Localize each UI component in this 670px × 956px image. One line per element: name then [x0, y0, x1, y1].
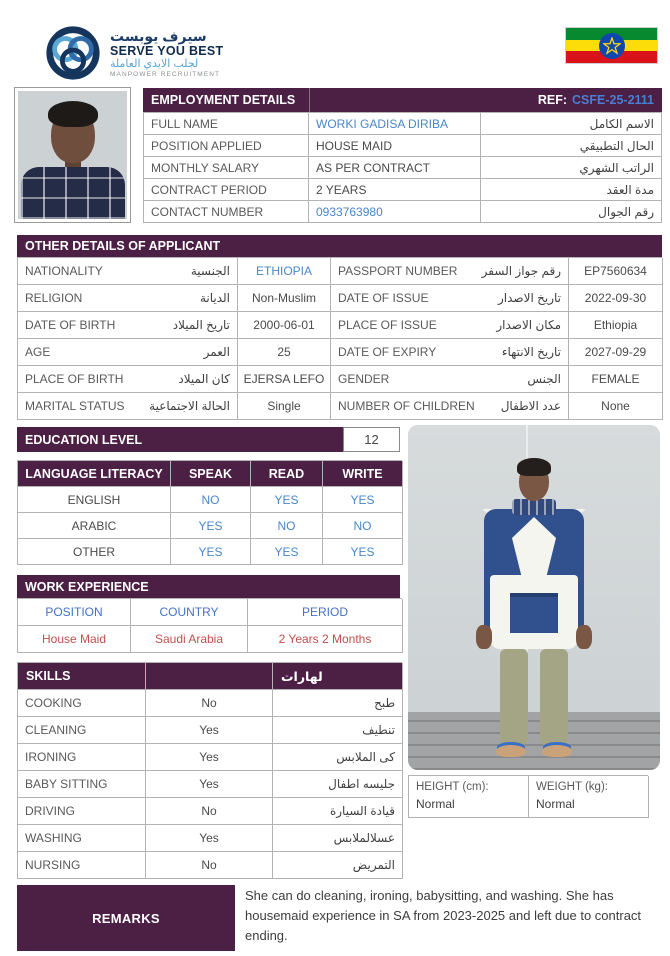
height-label: HEIGHT (cm):	[416, 781, 489, 794]
figure-hand-right	[576, 625, 592, 649]
reference-number	[310, 88, 662, 112]
remarks-title: REMARKS	[17, 885, 235, 951]
skill-value: Yes	[146, 825, 273, 852]
applicant-fullbody-photo	[408, 425, 660, 770]
skill-value: Yes	[146, 744, 273, 771]
field-label-pair: RELIGION الديانة	[18, 285, 238, 312]
field-label: POSITION APPLIED	[144, 135, 309, 157]
field-label: CONTACT NUMBER	[144, 201, 309, 223]
language-name: ENGLISH	[18, 487, 171, 513]
field-value: AS PER CONTRACT	[309, 157, 481, 179]
position-value: House Maid	[18, 626, 131, 653]
field-value: EP7560634	[569, 258, 663, 285]
skill-value: No	[146, 852, 273, 879]
write-value: YES	[323, 487, 403, 513]
education-level-section	[17, 427, 400, 452]
weight-value: Normal	[536, 797, 575, 812]
agency-name-english: SERVE YOU BEST	[110, 43, 224, 58]
field-label-pair: NUMBER OF CHILDREN عدد الاطفال	[331, 393, 569, 420]
skill-label: BABY SITTING	[18, 771, 146, 798]
write-col-header: WRITE	[323, 461, 403, 487]
work-experience-table	[17, 598, 402, 653]
skill-label: WASHING	[18, 825, 146, 852]
field-value: HOUSE MAID	[309, 135, 481, 157]
field-value: Non-Muslim	[238, 285, 331, 312]
ethiopia-flag	[565, 27, 658, 64]
applicant-portrait-photo	[14, 87, 131, 223]
field-value: 2 YEARS	[309, 179, 481, 201]
other-details-table	[17, 257, 662, 420]
field-label-pair: PLACE OF BIRTH كان الميلاد	[18, 366, 238, 393]
photo-wood-floor	[408, 712, 660, 770]
skill-label-arabic: كى الملابس	[273, 744, 403, 771]
employment-details-table	[143, 112, 662, 223]
position-col-header: POSITION	[18, 599, 131, 626]
figure-sandal-right	[542, 745, 572, 757]
employment-details-title: EMPLOYMENT DETAILS	[143, 88, 310, 112]
read-value: YES	[251, 487, 323, 513]
period-col-header: PERIOD	[248, 599, 403, 626]
body-metrics-table	[408, 775, 648, 818]
skill-label: COOKING	[18, 690, 146, 717]
agency-logo	[44, 24, 224, 82]
field-label-arabic: الراتب الشهري	[481, 157, 662, 179]
skill-label-arabic: جليسه اطفال	[273, 771, 403, 798]
figure-pant-leg-right	[540, 649, 568, 745]
field-label-pair: AGE العمر	[18, 339, 238, 366]
work-experience-title: WORK EXPERIENCE	[17, 575, 400, 598]
employment-details-header	[143, 88, 662, 112]
skills-title-arabic: لهارات	[273, 663, 403, 690]
field-label: CONTRACT PERIOD	[144, 179, 309, 201]
skill-label: CLEANING	[18, 717, 146, 744]
ref-label: REF:	[537, 93, 567, 107]
field-value: 0933763980	[309, 201, 481, 223]
field-value: 25	[238, 339, 331, 366]
language-literacy-table	[17, 460, 402, 565]
field-value: 2022-09-30	[569, 285, 663, 312]
field-label-pair: PASSPORT NUMBER رقم جواز السفر	[331, 258, 569, 285]
skill-label-arabic: قيادة السيارة	[273, 798, 403, 825]
flag-star-emblem	[599, 33, 625, 59]
field-label-arabic: مدة العقد	[481, 179, 662, 201]
field-label-pair: DATE OF ISSUE تاريخ الاصدار	[331, 285, 569, 312]
portrait-plaid-shirt	[21, 167, 125, 219]
agency-name-arabic: سيرف يوبست	[110, 27, 207, 44]
field-label-arabic: الحال التطبيقي	[481, 135, 662, 157]
skill-label-arabic: تنطيف	[273, 717, 403, 744]
skill-value: Yes	[146, 717, 273, 744]
skill-value: No	[146, 798, 273, 825]
skill-label-arabic: التمريض	[273, 852, 403, 879]
figure-pant-leg-left	[500, 649, 528, 745]
speak-col-header: SPEAK	[171, 461, 251, 487]
field-value: 2000-06-01	[238, 312, 331, 339]
weight-label: WEIGHT (kg):	[536, 781, 608, 794]
skill-label: DRIVING	[18, 798, 146, 825]
field-label: FULL NAME	[144, 113, 309, 135]
field-label-pair: NATIONALITY الجنسية	[18, 258, 238, 285]
field-value: WORKI GADISA DIRIBA	[309, 113, 481, 135]
skill-label: IRONING	[18, 744, 146, 771]
field-value: Ethiopia	[569, 312, 663, 339]
agency-logo-icon	[44, 24, 102, 82]
figure-hair	[517, 458, 551, 476]
figure-sandal-left	[496, 745, 526, 757]
country-col-header: COUNTRY	[131, 599, 248, 626]
field-label-arabic: رقم الجوال	[481, 201, 662, 223]
speak-value: YES	[171, 539, 251, 565]
read-col-header: READ	[251, 461, 323, 487]
field-label-arabic: الاسم الكامل	[481, 113, 662, 135]
skills-title: SKILLS	[18, 663, 146, 690]
field-value: EJERSA LEFO	[238, 366, 331, 393]
remarks-text: She can do cleaning, ironing, babysitting, and washing. She has housemaid experience in SA from 2023-2025 and left due to contract ending.	[245, 888, 642, 944]
field-value: None	[569, 393, 663, 420]
skill-label: NURSING	[18, 852, 146, 879]
speak-value: NO	[171, 487, 251, 513]
portrait-illustration	[18, 91, 127, 219]
read-value: YES	[251, 539, 323, 565]
country-value: Saudi Arabia	[131, 626, 248, 653]
portrait-hair	[48, 101, 98, 127]
read-value: NO	[251, 513, 323, 539]
skill-value: No	[146, 690, 273, 717]
education-level-value: 12	[343, 427, 400, 452]
field-label-pair: DATE OF BIRTH تاريخ الميلاد	[18, 312, 238, 339]
write-value: YES	[323, 539, 403, 565]
height-value: Normal	[416, 797, 455, 812]
field-label: MONTHLY SALARY	[144, 157, 309, 179]
other-details-title: OTHER DETAILS OF APPLICANT	[17, 235, 662, 257]
skill-label-arabic: طبح	[273, 690, 403, 717]
field-value: ETHIOPIA	[238, 258, 331, 285]
field-value: Single	[238, 393, 331, 420]
height-cell	[409, 776, 529, 818]
figure-plaid-collar	[512, 499, 556, 515]
weight-cell	[529, 776, 649, 818]
period-value: 2 Years 2 Months	[248, 626, 403, 653]
field-label-pair: DATE OF EXPIRY تاريخ الانتهاء	[331, 339, 569, 366]
ref-value: CSFE-25-2111	[572, 93, 654, 107]
language-col-header: LANGUAGE LITERACY	[18, 461, 171, 487]
figure-hand-left	[476, 625, 492, 649]
education-level-title: EDUCATION LEVEL	[17, 427, 343, 452]
skill-label-arabic: عسلالملابس	[273, 825, 403, 852]
field-label-pair: PLACE OF ISSUE مكان الاصدار	[331, 312, 569, 339]
speak-value: YES	[171, 513, 251, 539]
agency-subtitle-arabic: لجلب الايدي العاملة	[110, 58, 199, 71]
field-value: FEMALE	[569, 366, 663, 393]
skill-value: Yes	[146, 771, 273, 798]
field-label-pair: GENDER الجنس	[331, 366, 569, 393]
agency-tagline: MANPOWER RECRUITMENT	[110, 70, 221, 78]
field-label-pair: MARITAL STATUS الحالة الاجتماعية	[18, 393, 238, 420]
write-value: NO	[323, 513, 403, 539]
skills-table	[17, 662, 402, 879]
skills-header-spacer	[146, 663, 273, 690]
figure-apron-pocket	[510, 593, 558, 633]
language-name: ARABIC	[18, 513, 171, 539]
field-value: 2027-09-29	[569, 339, 663, 366]
language-name: OTHER	[18, 539, 171, 565]
